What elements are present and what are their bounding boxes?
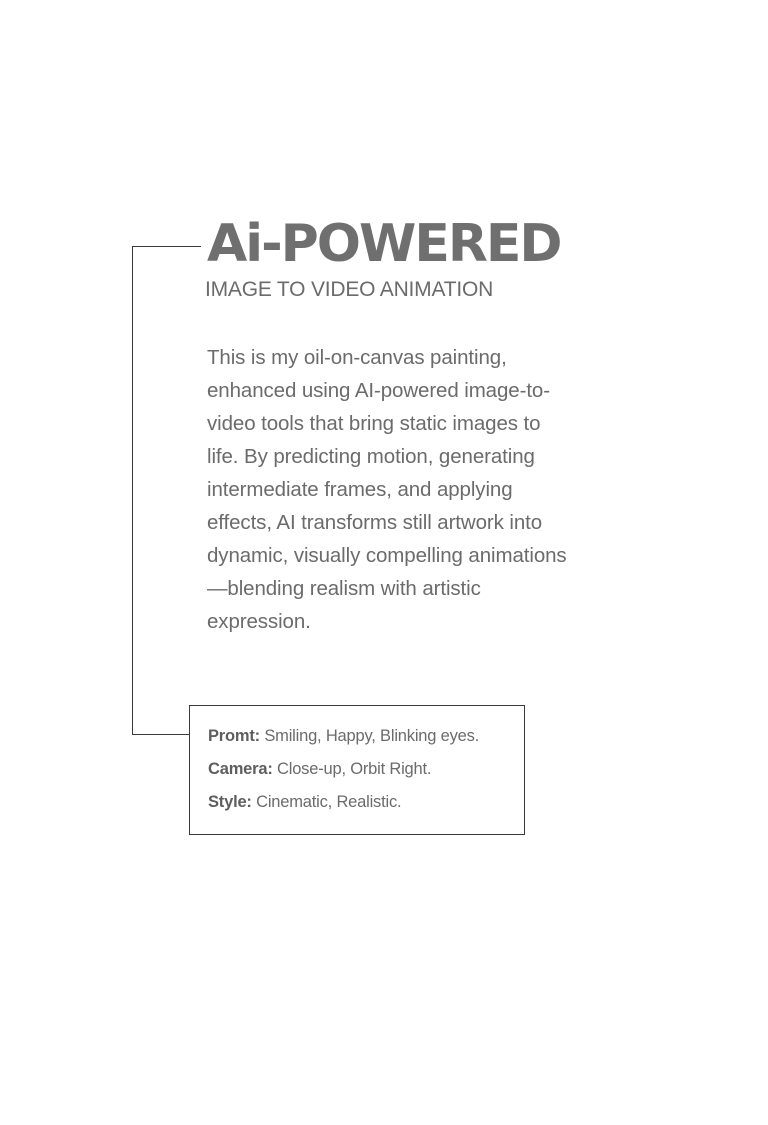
camera-label: Camera: — [208, 760, 273, 778]
camera-value: Close-up, Orbit Right. — [272, 760, 432, 778]
prompt-row — [208, 725, 479, 747]
description-paragraph: This is my oil-on-canvas painting, enhanced using AI-powered image-to-video tools that bring static images to life. By predicting motion, generating intermediate frames, and applying effects, AI transforms still artwork into dynamic, visually compelling animations—blending realism with artistic expression. — [207, 346, 567, 633]
style-value: Cinematic, Realistic. — [251, 793, 402, 811]
page-subtitle: IMAGE TO VIDEO ANIMATION — [205, 278, 494, 301]
prompt-value: Smiling, Happy, Blinking eyes. — [259, 727, 480, 745]
bracket-top-line — [132, 246, 201, 247]
camera-row — [208, 758, 431, 780]
style-row — [208, 791, 401, 813]
bracket-bottom-line — [132, 734, 190, 735]
details-box — [189, 705, 525, 835]
prompt-label: Promt: — [208, 727, 260, 745]
bracket-vertical-line — [132, 246, 133, 735]
style-label: Style: — [208, 793, 252, 811]
page-title: Ai-POWERED — [207, 214, 561, 274]
